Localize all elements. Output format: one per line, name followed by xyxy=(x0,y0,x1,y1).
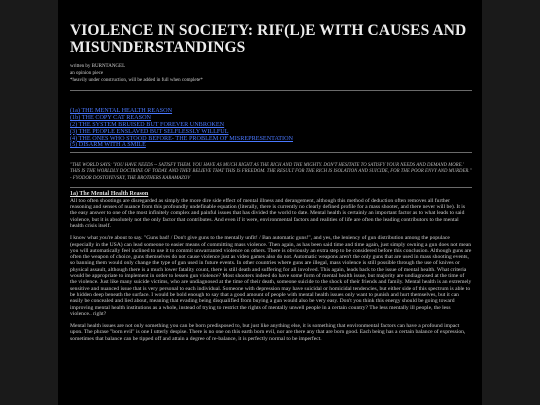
table-of-contents xyxy=(70,108,472,149)
toc-link-1a[interactable]: (1a) THE MENTAL HEALTH REASON xyxy=(70,107,173,115)
divider xyxy=(70,90,472,91)
section-heading: 1a) The Mental Health Reason xyxy=(70,190,149,197)
toc-link-3[interactable]: (3) THE PEOPLE ENSLAVED BUT SELFLESSLY WILLFUL xyxy=(70,127,229,135)
paragraph: Mental health issues are not only something you can be born predisposed to, but just like anything else, it is something that environmental factors can have a profound impact upon. The phrase "born evil" is one I utterly despise. There is no one on this earth born evil, nor are there any that are born good. Each being has a certain balance of expression, sometimes that balance can be tipped off and attain a degree of re-balance, it is perfectly normal to be imperfect. xyxy=(70,323,466,342)
page-title: VIOLENCE IN SOCIETY: RIF(L)E WITH CAUSES AND MISUNDERSTANDINGS xyxy=(70,22,467,56)
author-line: written by BURNTANGEL xyxy=(70,64,126,69)
document-page xyxy=(58,0,482,405)
toc-link-5[interactable]: (5) DISARM WITH A SMILE xyxy=(70,141,146,149)
byline xyxy=(70,64,472,84)
epigraph-quote: "THE WORLD SAYS: 'YOU HAVE NEEDS -- SATISFY THEM. YOU HAVE AS MUCH RIGHT AS THE RICH AND THE MIGHTY. DON'T HESITATE TO SATISFY YOUR NEEDS AND DEMAND MORE.' THIS IS THE WORLDLY DOCTRINE OF TODAY. AND THEY BELIEVE THAT THIS IS FREEDOM. THE RESULT FOR THE RICH IS ISOLATION AND SUICIDE, FOR THE POOR ENVY AND MURDER." - FYODOR DOSTOYEVSKY, THE BROTHERS KARAMAZOV xyxy=(70,163,472,181)
construction-note: *heavily under construction, will be added in full when complete* xyxy=(70,77,203,83)
divider xyxy=(70,152,472,153)
toc-link-1b[interactable]: (1b) THE COPY CAT REASON xyxy=(70,114,152,122)
toc-link-2[interactable]: (2) THE SYSTEM BRUISED BUT FOREVER UNBROKEN xyxy=(70,120,225,128)
kind-line: an opinion piece xyxy=(70,70,104,76)
paragraph: All too often shootings are disregarded as simply the more dire side effect of mental illness and derangement, although this method of deduction often removes all further reasoning and senses of nuance from this profoundly undefinable equation (literally, there is currently no clearly defined profile for a mass shooter, and there never will be). It is the easy answer to one of the most infinitely complex and painful issues that has divided the world to date. Mental health is certainly an important factor as to what leads to said violence, but it is absolutely not the only factor that contributes. And even if it were, environmental factors and realities of life are often the leading contributors to the mental health crisis itself. xyxy=(70,197,466,229)
toc-link-4[interactable]: (4) THE ONES WHO STOOD BEFORE- THE PROBLEM OF MISREPRESENTATION xyxy=(70,134,294,142)
divider xyxy=(70,187,472,188)
paragraph: I know what you're about to say. "Guns bad! / Don't give guns to the mentally unfit! / Ban automatic guns!", and yes, the leniency of gun distribution among the populace (especially in the USA) can lead someone to easier means of committing mass violence. Then again, as has been said time and time again, just simply owning a gun does not mean you will automatically feel inclined to use it to commit unwarranted violence on others. There is obviously an extra step to be considered before this conclusion. Although guns are often the weapon of choice, guns themselves do not cause violence just as video games also do not. Automatic weapons aren't the only guns that are used in mass shooting events, so banning them would only change the type of gun used in future events. In other countries where guns are illegal, mass violence is still possible through the use of knives or physical assault, although there is a much lower fatality count, there is still death and suffering for all involved. This again, leads back to the issue of mental health. What criteria would be appropriate to implement in order to lessen gun violence? Most shooters indeed do have some form of mental health issue, but majority are undiagnosed at the time of the violence. Just like many suicide victims, who are undiagnosed at the time of their death, someone suicide to the shock of their friends and family. Mental health is an extremely sensitive and nuanced issue that is very personal to each individual. Someone with depression may have suicidal or homicidal tendencies, but either side of this spectrum is able to be hidden deep beneath the surface. I would be bold enough to say that a good amount of people with mental health issues only want to punish and hurt themselves, but it can easily be concealed and lied about, meaning that evading being disqualified from buying a gun would also be very easy. Don't you think this energy should be going toward improving mental health institutions as a whole, instead of trying to restrict the rights of mentally unwell people in a certain country? The less mentally ill people, the less violence.. right? xyxy=(70,235,472,317)
document-body xyxy=(58,0,482,342)
